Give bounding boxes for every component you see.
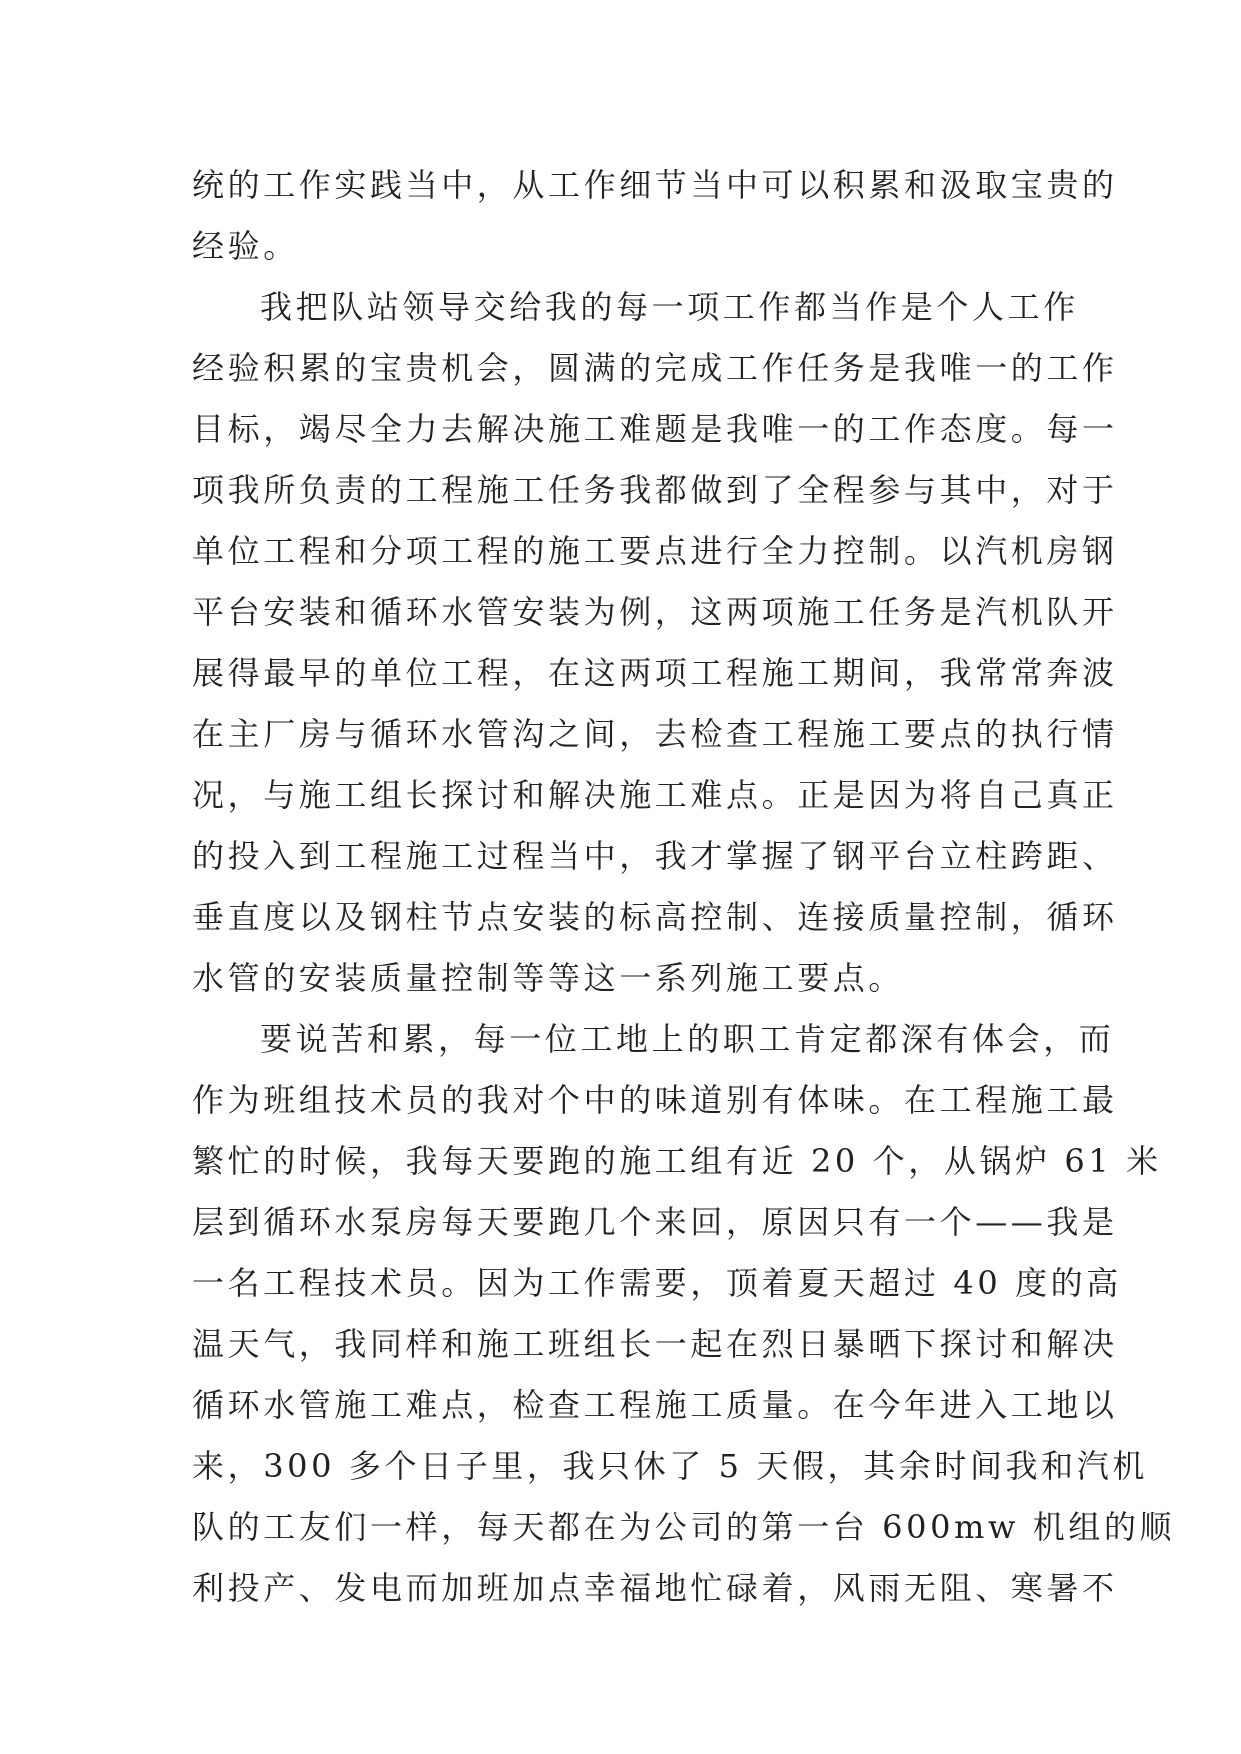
- text-line: 的投入到工程施工过程当中，我才掌握了钢平台立柱跨距、: [192, 837, 1118, 875]
- text-line: 一名工程技术员。因为工作需要，顶着夏天超过 40 度的高: [192, 1264, 1122, 1302]
- text-line: 经验。: [192, 227, 299, 265]
- text-line: 在主厂房与循环水管沟之间，去检查工程施工要点的执行情: [192, 715, 1118, 753]
- text-line: 循环水管施工难点，检查工程施工质量。在今年进入工地以: [192, 1386, 1118, 1424]
- text-line: 我把队站领导交给我的每一项工作都当作是个人工作: [260, 288, 1079, 326]
- text-line: 队的工友们一样，每天都在为公司的第一台 600mw 机组的顺: [192, 1508, 1176, 1546]
- text-line: 繁忙的时候，我每天要跑的施工组有近 20 个，从锅炉 61 米: [192, 1142, 1162, 1180]
- text-line: 作为班组技术员的我对个中的味道别有体味。在工程施工最: [192, 1081, 1118, 1119]
- text-line: 项我所负责的工程施工任务我都做到了全程参与其中，对于: [192, 471, 1118, 509]
- text-line: 统的工作实践当中，从工作细节当中可以积累和汲取宝贵的: [192, 166, 1118, 204]
- body-text: [192, 155, 1176, 1619]
- paragraph: [192, 155, 1118, 277]
- text-line: 利投产、发电而加班加点幸福地忙碌着，风雨无阻、寒暑不: [192, 1569, 1118, 1607]
- text-line: 垂直度以及钢柱节点安装的标高控制、连接质量控制，循环: [192, 898, 1118, 936]
- text-line: 水管的安装质量控制等等这一系列施工要点。: [192, 959, 905, 997]
- text-line: 温天气，我同样和施工班组长一起在烈日暴晒下探讨和解决: [192, 1325, 1118, 1363]
- text-line: 来，300 多个日子里，我只休了 5 天假，其余时间我和汽机: [192, 1447, 1148, 1485]
- text-line: 层到循环水泵房每天要跑几个来回，原因只有一个——我是: [192, 1203, 1118, 1241]
- text-line: 经验积累的宝贵机会，圆满的完成工作任务是我唯一的工作: [192, 349, 1118, 387]
- text-line: 况，与施工组长探讨和解决施工难点。正是因为将自己真正: [192, 776, 1118, 814]
- text-line: 展得最早的单位工程，在这两项工程施工期间，我常常奔波: [192, 654, 1118, 692]
- text-line: 单位工程和分项工程的施工要点进行全力控制。以汽机房钢: [192, 532, 1118, 570]
- text-line: 目标，竭尽全力去解决施工难题是我唯一的工作态度。每一: [192, 410, 1118, 448]
- text-line: 要说苦和累，每一位工地上的职工肯定都深有体会，而: [260, 1020, 1115, 1058]
- paragraph: [192, 1009, 1176, 1619]
- paragraph: [192, 277, 1118, 1009]
- text-line: 平台安装和循环水管安装为例，这两项施工任务是汽机队开: [192, 593, 1118, 631]
